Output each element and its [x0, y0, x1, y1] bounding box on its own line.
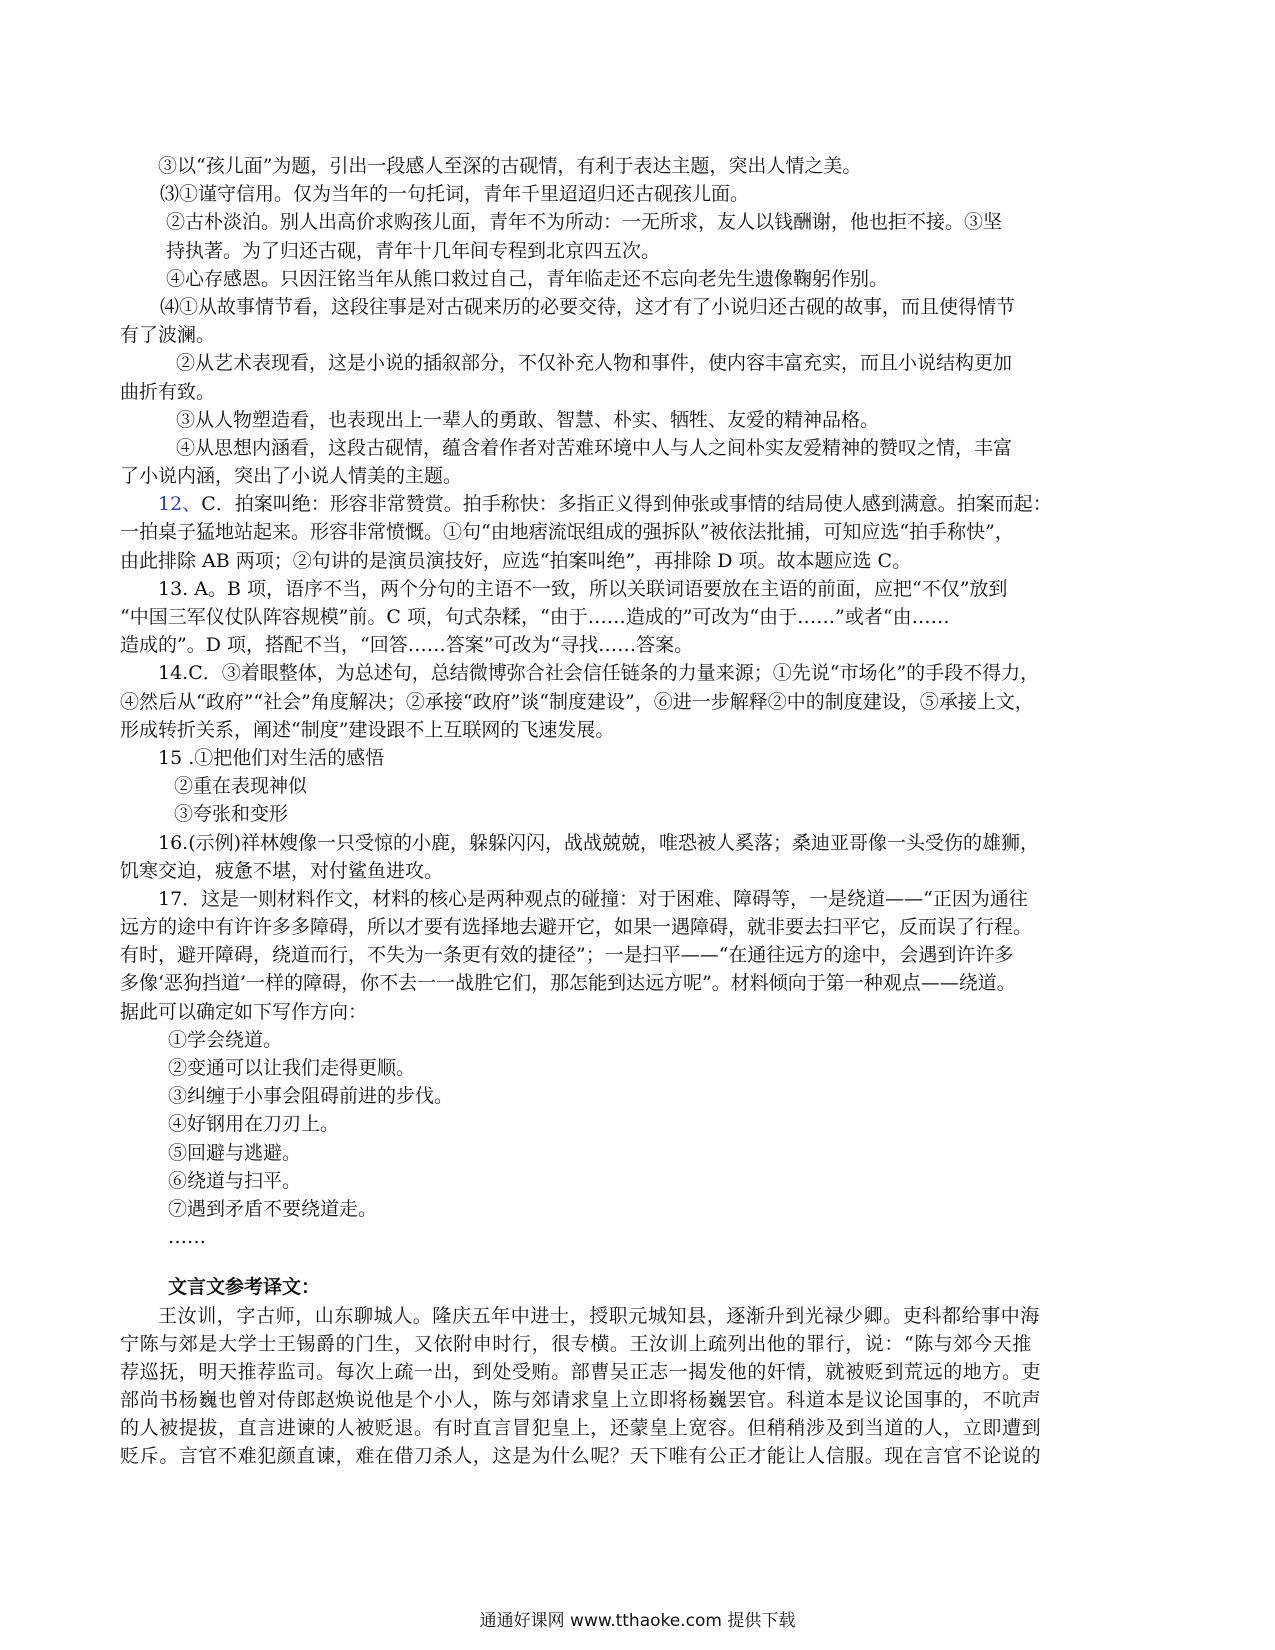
answer-line: 13. A。B 项，语序不当，两个分句的主语不一致，所以关联词语要放在主语的前面，应把“不仅”放到	[158, 577, 1008, 600]
answer-line: 据此可以确定如下写作方向：	[120, 1000, 368, 1023]
translation-line: 宁陈与郊是大学士王锡爵的门生，又依附申时行，很专横。王汝训上疏列出他的罪行，说：“陈与郊今天推	[120, 1332, 1032, 1355]
answer-line: 造成的”。D 项，搭配不当，“回答……答案”可改为“寻找……答案。	[120, 634, 694, 657]
answer-line: 远方的途中有许许多多障碍，所以才要有选择地去避开它，如果一遇障碍，就非要去扫平它，反而误了行程。	[120, 916, 1033, 939]
answer-line: ②从艺术表现看，这是小说的插叙部分，不仅补充人物和事件，使内容丰富充实，而且小说结构更加	[176, 352, 1013, 375]
answer-line: 14.C．③着眼整体，为总述句，总结微博弥合社会信任链条的力量来源；①先说“市场化”的手段不得力，	[158, 662, 1040, 685]
translation-line: 王汝训，字古师，山东聊城人。隆庆五年中进士，授职元城知县，逐渐升到光禄少卿。吏科都给事中海	[158, 1304, 1041, 1327]
translation-line: 的人被提拔，直言进谏的人被贬退。有时直言冒犯皇上，还蒙皇上宽容。但稍稍涉及到当道的人，立即遭到	[120, 1417, 1042, 1440]
answer-line: ②古朴淡泊。别人出高价求购孩儿面，青年不为所动：一无所求，友人以钱酬谢，他也拒不接。③坚	[166, 211, 1003, 234]
writing-direction-item: ⑦遇到矛盾不要绕道走。	[168, 1197, 378, 1220]
answer-line: 了小说内涵，突出了小说人情美的主题。	[120, 465, 463, 488]
answer-line	[120, 490, 1152, 518]
translation-line: 贬斥。言官不难犯颜直谏，难在借刀杀人，这是为什么呢？天下唯有公正才能让人信服。现在言官不论说的	[120, 1445, 1042, 1468]
writing-direction-item: ④好钢用在刀刃上。	[168, 1113, 340, 1136]
ellipsis-line: ……	[168, 1226, 206, 1249]
writing-direction-item: ③纠缠于小事会阻碍前进的步伐。	[168, 1085, 454, 1108]
answer-line: 有时，避开障碍，绕道而行，不失为一条更有效的捷径”；一是扫平——“在通往远方的途中，会遇到许许多	[120, 944, 1014, 967]
answer-line: ⑷①从故事情节看，这段往事是对古砚来历的必要交待，这才有了小说归还古砚的故事，而且使得情节	[160, 295, 1016, 318]
answer-line: 15 .①把他们对生活的感悟	[158, 746, 385, 769]
answer-line: 由此排除 AB 两项；②句讲的是演员演技好，应选“拍案叫绝”，再排除 D 项。故本题应选 C。	[120, 549, 912, 572]
writing-direction-item: ②变通可以让我们走得更顺。	[168, 1057, 416, 1079]
answer-line: 形成转折关系，阐述“制度”建设跟不上互联网的飞速发展。	[120, 718, 615, 741]
translation-line: 部尚书杨巍也曾对侍郎赵焕说他是个小人，陈与郊请求皇上立即将杨巍罢官。科道本是议论国事的，不吭声	[120, 1389, 1042, 1412]
answer-line: ④然后从“政府”“社会”角度解决；②承接“政府”谈“制度建设”，⑥进一步解释②中的制度建设，⑤承接上文，	[120, 690, 1034, 713]
answer-line: 一拍桌子猛地站起来。形容非常愤慨。①句“由地痞流氓组成的强拆队”被依法批捕，可知应选“拍手称快”，	[120, 521, 1014, 544]
answer-line: 饥寒交迫，疲惫不堪，对付鲨鱼进攻。	[120, 859, 444, 882]
answer-line: 持执著。为了归还古砚，青年十几年间专程到北京四五次。	[166, 239, 661, 262]
writing-direction-item: ⑥绕道与扫平。	[168, 1169, 302, 1192]
answer-line: 16.(示例)祥林嫂像一只受惊的小鹿，躲躲闪闪，战战兢兢，唯恐被人奚落；桑迪亚哥像一头受伤的雄狮，	[158, 831, 1040, 854]
translation-line: 荐巡抚，明天推荐监司。每次上疏一出，到处受贿。部曹吴正志一揭发他的奸情，就被贬到荒远的地方。吏	[120, 1360, 1042, 1383]
answer-line: 多像‘恶狗挡道’一样的障碍，你不去一一战胜它们，那怎能到达远方呢”。材料倾向于第一种观点——绕道。	[120, 972, 1016, 995]
writing-direction-item: ①学会绕道。	[168, 1028, 283, 1051]
translation-heading: 文言文参考译文：	[168, 1276, 321, 1299]
answer-line: ⑶①谨守信用。仅为当年的一句托词，青年千里迢迢归还古砚孩儿面。	[160, 183, 750, 206]
answer-line: “中国三军仪仗队阵容规模”前。C 项，句式杂糅，“由于……造成的”可改为“由于……”或者“由……	[120, 606, 950, 628]
writing-direction-item: ⑤回避与逃避。	[168, 1141, 302, 1164]
section-spacer	[120, 1251, 1152, 1273]
answer-line: ③夸张和变形	[174, 803, 289, 826]
question-number: 12、	[158, 493, 202, 516]
page-footer: 通通好课网 www.tthaoke.com 提供下载	[479, 1611, 796, 1631]
answer-line: 有了波澜。	[120, 324, 216, 347]
answer-line: ④从思想内涵看，这段古砚情，蕴含着作者对苦难环境中人与人之间朴实友爱精神的赞叹之情，丰富	[176, 436, 1013, 459]
answer-line: ④心存感恩。只因汪铭当年从熊口救过自己，青年临走还不忘向老先生遗像鞠躬作别。	[166, 267, 889, 290]
answer-line: 曲折有致。	[120, 380, 216, 403]
document-body	[120, 152, 1152, 1471]
answer-line: ③以“孩儿面”为题，引出一段感人至深的古砚情，有利于表达主题，突出人情之美。	[158, 155, 862, 177]
answer-line: 17．这是一则材料作文，材料的核心是两种观点的碰撞：对于困难、障碍等，一是绕道——“正因为通往	[158, 887, 1028, 910]
answer-line: ③从人物塑造看，也表现出上一辈人的勇敢、智慧、朴实、牺牲、友爱的精神品格。	[176, 408, 880, 431]
answer-line: ②重在表现神似	[174, 775, 308, 798]
answer-text: C．拍案叫绝：形容非常赞赏。拍手称快：多指正义得到伸张或事情的结局使人感到满意。拍案而起：	[201, 493, 1052, 516]
